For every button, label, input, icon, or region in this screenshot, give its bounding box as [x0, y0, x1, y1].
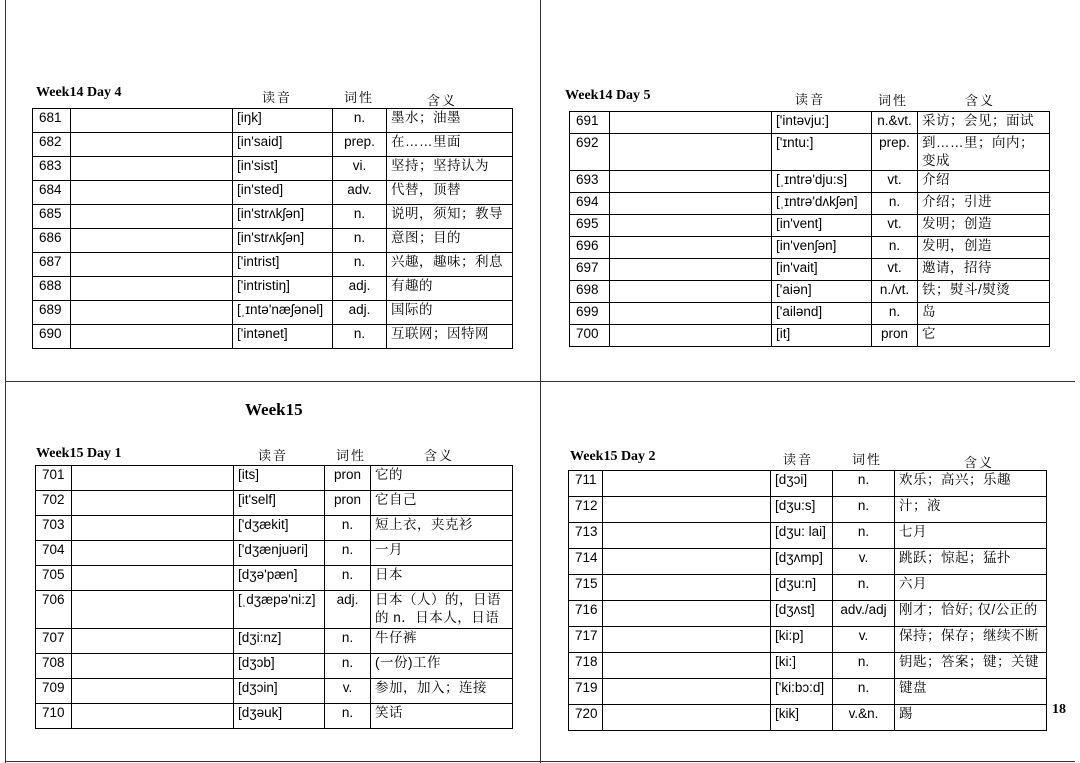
cell-meaning: 发明，创造 — [918, 237, 1050, 259]
table-row — [570, 215, 1050, 237]
cell-part-of-speech: v. — [833, 549, 895, 575]
cell-phonetic: [ˌɪntrə'dju:s] — [772, 171, 872, 193]
table-row — [36, 566, 513, 591]
table-row — [36, 654, 513, 679]
cell-part-of-speech: adj. — [333, 277, 387, 301]
cell-number: 706 — [36, 591, 72, 629]
cell-phonetic: [dʒu: lai] — [771, 523, 833, 549]
cell-word — [71, 229, 233, 253]
header-part-of-speech: 词性 — [336, 448, 367, 463]
cell-part-of-speech: adj. — [333, 301, 387, 325]
cell-word — [603, 627, 771, 653]
cell-word — [71, 325, 233, 349]
table-row — [36, 516, 513, 541]
cell-number: 719 — [569, 679, 603, 705]
cell-word — [603, 471, 771, 497]
cell-number: 707 — [36, 629, 72, 654]
cell-phonetic: [ki:p] — [771, 627, 833, 653]
cell-number: 702 — [36, 491, 72, 516]
cell-phonetic: [dʒu:s] — [771, 497, 833, 523]
table-row — [33, 325, 513, 349]
cell-word — [71, 205, 233, 229]
cell-word — [72, 591, 234, 629]
table-row — [569, 575, 1047, 601]
cell-phonetic: [in'said] — [233, 133, 333, 157]
table-row — [33, 229, 513, 253]
cell-phonetic: [in'vent] — [772, 215, 872, 237]
cell-phonetic: [ˌdʒæpə'ni:z] — [234, 591, 325, 629]
cell-phonetic: [ki:] — [771, 653, 833, 679]
cell-meaning: 发明；创造 — [918, 215, 1050, 237]
cell-meaning: 介绍；引进 — [918, 193, 1050, 215]
table-row — [36, 491, 513, 516]
cell-meaning: 欢乐；高兴；乐趣 — [895, 471, 1047, 497]
cell-meaning: 它 — [918, 325, 1050, 347]
cell-word — [603, 549, 771, 575]
cell-phonetic: [in'venʃən] — [772, 237, 872, 259]
table-row — [570, 325, 1050, 347]
header-pronunciation: 读音 — [795, 92, 826, 107]
cell-word — [71, 301, 233, 325]
cell-part-of-speech: vt. — [872, 171, 918, 193]
header-pronunciation: 读音 — [258, 448, 289, 463]
cell-phonetic: [in'vait] — [772, 259, 872, 281]
cell-part-of-speech: n. — [833, 471, 895, 497]
cell-part-of-speech: n. — [325, 629, 371, 654]
cell-meaning: 跳跃；惊起；猛扑 — [895, 549, 1047, 575]
cell-meaning: 日本 — [371, 566, 513, 591]
cell-meaning: (一份)工作 — [371, 654, 513, 679]
cell-phonetic: [iŋk] — [233, 109, 333, 133]
cell-word — [610, 237, 772, 259]
cell-meaning: 保持；保存；继续不断 — [895, 627, 1047, 653]
cell-phonetic: ['intrist] — [233, 253, 333, 277]
cell-phonetic: [dʒəuk] — [234, 704, 325, 729]
cell-number: 687 — [33, 253, 71, 277]
cell-part-of-speech: pron — [325, 466, 371, 491]
cell-part-of-speech: v.&n. — [833, 705, 895, 731]
cell-meaning: 介绍 — [918, 171, 1050, 193]
table-row — [570, 259, 1050, 281]
cell-number: 703 — [36, 516, 72, 541]
cell-word — [603, 653, 771, 679]
header-part-of-speech: 词性 — [878, 93, 909, 108]
cell-word — [71, 157, 233, 181]
day-title: Week15 Day 2 — [570, 449, 656, 464]
cell-number: 709 — [36, 679, 72, 704]
cell-meaning: 踢 — [895, 705, 1047, 731]
cell-meaning: 墨水；油墨 — [387, 109, 513, 133]
cell-number: 717 — [569, 627, 603, 653]
cell-meaning: 采访；会见；面试 — [918, 112, 1050, 134]
cell-number: 696 — [570, 237, 610, 259]
cell-phonetic: ['dʒækit] — [234, 516, 325, 541]
cell-meaning: 铁；熨斗/熨烫 — [918, 281, 1050, 303]
cell-number: 694 — [570, 193, 610, 215]
cell-number: 700 — [570, 325, 610, 347]
cell-number: 708 — [36, 654, 72, 679]
header-part-of-speech: 词性 — [344, 90, 375, 105]
cell-phonetic: [ˌɪntə'næʃənəl] — [233, 301, 333, 325]
cell-part-of-speech: n.&vt. — [872, 112, 918, 134]
cell-number: 681 — [33, 109, 71, 133]
header-meaning: 含义 — [424, 448, 455, 463]
cell-number: 720 — [569, 705, 603, 731]
cell-meaning: 日本（人）的，日语的 n．日本人，日语 — [371, 591, 513, 629]
table-row — [33, 133, 513, 157]
cell-number: 716 — [569, 601, 603, 627]
cell-number: 690 — [33, 325, 71, 349]
cell-word — [610, 215, 772, 237]
cell-word — [610, 303, 772, 325]
table-row — [569, 523, 1047, 549]
table-row — [33, 205, 513, 229]
cell-number: 705 — [36, 566, 72, 591]
header-pronunciation: 读音 — [783, 452, 814, 467]
cell-part-of-speech: n./vt. — [872, 281, 918, 303]
cell-number: 715 — [569, 575, 603, 601]
table-row — [33, 253, 513, 277]
cell-word — [72, 541, 234, 566]
cell-phonetic: ['intənet] — [233, 325, 333, 349]
table-row — [569, 679, 1047, 705]
table-row — [36, 591, 513, 629]
cell-part-of-speech: n. — [872, 303, 918, 325]
cell-part-of-speech: n. — [833, 679, 895, 705]
table-row — [569, 627, 1047, 653]
cell-word — [610, 112, 772, 134]
cell-number: 713 — [569, 523, 603, 549]
cell-number: 688 — [33, 277, 71, 301]
cell-meaning: 邀请，招待 — [918, 259, 1050, 281]
cell-number: 695 — [570, 215, 610, 237]
cell-number: 693 — [570, 171, 610, 193]
cell-phonetic: [dʒɔi] — [771, 471, 833, 497]
cell-meaning: 兴趣，趣味；利息 — [387, 253, 513, 277]
cell-part-of-speech: v. — [325, 679, 371, 704]
cell-number: 692 — [570, 134, 610, 171]
cell-number: 689 — [33, 301, 71, 325]
cell-part-of-speech: v. — [833, 627, 895, 653]
cell-number: 701 — [36, 466, 72, 491]
cell-part-of-speech: n. — [325, 541, 371, 566]
cell-part-of-speech: n. — [872, 237, 918, 259]
cell-word — [72, 679, 234, 704]
cell-meaning: 到……里；向内；变成 — [918, 134, 1050, 171]
vocab-table — [569, 111, 1050, 347]
table-row — [569, 601, 1047, 627]
cell-part-of-speech: n. — [333, 109, 387, 133]
table-row — [36, 679, 513, 704]
cell-part-of-speech: n. — [833, 523, 895, 549]
cell-word — [72, 704, 234, 729]
cell-part-of-speech: n. — [333, 325, 387, 349]
cell-word — [610, 171, 772, 193]
cell-word — [71, 277, 233, 301]
cell-part-of-speech: n. — [325, 516, 371, 541]
cell-phonetic: [in'strʌkʃən] — [233, 229, 333, 253]
cell-part-of-speech: n. — [872, 193, 918, 215]
header-meaning: 含义 — [965, 93, 996, 108]
cell-phonetic: [dʒɔb] — [234, 654, 325, 679]
table-row — [33, 157, 513, 181]
table-row — [33, 277, 513, 301]
cell-phonetic: ['aiən] — [772, 281, 872, 303]
cell-meaning: 牛仔裤 — [371, 629, 513, 654]
cell-word — [72, 566, 234, 591]
cell-part-of-speech: adv. — [333, 181, 387, 205]
cell-part-of-speech: pron — [325, 491, 371, 516]
cell-phonetic: [ˌɪntrə'dʌkʃən] — [772, 193, 872, 215]
cell-phonetic: [its] — [234, 466, 325, 491]
cell-number: 704 — [36, 541, 72, 566]
cell-meaning: 汁；液 — [895, 497, 1047, 523]
table-row — [570, 134, 1050, 171]
cell-word — [603, 705, 771, 731]
table-row — [570, 281, 1050, 303]
cell-part-of-speech: n. — [833, 575, 895, 601]
cell-meaning: 六月 — [895, 575, 1047, 601]
cell-number: 712 — [569, 497, 603, 523]
day-title: Week15 Day 1 — [36, 446, 122, 461]
table-row — [569, 653, 1047, 679]
vocab-table — [32, 108, 513, 349]
table-row — [570, 303, 1050, 325]
cell-meaning: 它的 — [371, 466, 513, 491]
cell-phonetic: [in'sist] — [233, 157, 333, 181]
cell-word — [603, 679, 771, 705]
cell-number: 686 — [33, 229, 71, 253]
table-row — [36, 466, 513, 491]
table-row — [569, 549, 1047, 575]
cell-word — [603, 523, 771, 549]
cell-meaning: 笑话 — [371, 704, 513, 729]
cell-word — [72, 491, 234, 516]
cell-part-of-speech: n. — [833, 653, 895, 679]
cell-phonetic: ['dʒænjuəri] — [234, 541, 325, 566]
day-title: Week14 Day 4 — [36, 85, 122, 100]
cell-phonetic: [kik] — [771, 705, 833, 731]
cell-part-of-speech: n. — [833, 497, 895, 523]
page-number: 18 — [1052, 702, 1066, 717]
cell-number: 683 — [33, 157, 71, 181]
cell-part-of-speech: adv./adj — [833, 601, 895, 627]
cell-part-of-speech: n. — [333, 205, 387, 229]
cell-meaning: 一月 — [371, 541, 513, 566]
cell-word — [610, 193, 772, 215]
cell-number: 691 — [570, 112, 610, 134]
cell-phonetic: [dʒu:n] — [771, 575, 833, 601]
cell-part-of-speech: n. — [325, 566, 371, 591]
cell-phonetic: ['intəvju:] — [772, 112, 872, 134]
cell-meaning: 有趣的 — [387, 277, 513, 301]
table-row — [570, 112, 1050, 134]
cell-part-of-speech: n. — [325, 654, 371, 679]
cell-number: 699 — [570, 303, 610, 325]
day-title: Week14 Day 5 — [565, 88, 651, 103]
cell-number: 714 — [569, 549, 603, 575]
cell-phonetic: [in'strʌkʃən] — [233, 205, 333, 229]
cell-number: 697 — [570, 259, 610, 281]
cell-number: 698 — [570, 281, 610, 303]
cell-word — [71, 109, 233, 133]
cell-phonetic: ['ailənd] — [772, 303, 872, 325]
cell-word — [72, 466, 234, 491]
cell-number: 684 — [33, 181, 71, 205]
cell-word — [71, 253, 233, 277]
cell-phonetic: [it] — [772, 325, 872, 347]
horizontal-divider — [5, 381, 1075, 382]
cell-number: 718 — [569, 653, 603, 679]
cell-meaning: 参加，加入；连接 — [371, 679, 513, 704]
cell-word — [610, 259, 772, 281]
cell-meaning: 键盘 — [895, 679, 1047, 705]
cell-word — [610, 325, 772, 347]
cell-word — [603, 497, 771, 523]
cell-meaning: 岛 — [918, 303, 1050, 325]
cell-phonetic: [dʒɔin] — [234, 679, 325, 704]
cell-word — [610, 281, 772, 303]
table-row — [36, 541, 513, 566]
cell-word — [603, 601, 771, 627]
cell-meaning: 钥匙；答案；键；关键 — [895, 653, 1047, 679]
table-row — [33, 109, 513, 133]
cell-meaning: 坚持；坚持认为 — [387, 157, 513, 181]
cell-phonetic: [it'self] — [234, 491, 325, 516]
cell-part-of-speech: n. — [333, 229, 387, 253]
header-pronunciation: 读音 — [262, 90, 293, 105]
cell-meaning: 短上衣，夹克衫 — [371, 516, 513, 541]
table-row — [570, 193, 1050, 215]
cell-phonetic: ['ɪntu:] — [772, 134, 872, 171]
header-meaning: 含义 — [964, 455, 995, 470]
cell-number: 710 — [36, 704, 72, 729]
cell-phonetic: ['intristiŋ] — [233, 277, 333, 301]
table-row — [569, 471, 1047, 497]
cell-part-of-speech: vi. — [333, 157, 387, 181]
cell-part-of-speech: prep. — [872, 134, 918, 171]
cell-meaning: 七月 — [895, 523, 1047, 549]
cell-part-of-speech: pron — [872, 325, 918, 347]
cell-meaning: 代替，顶替 — [387, 181, 513, 205]
cell-word — [72, 654, 234, 679]
table-row — [33, 181, 513, 205]
header-meaning: 含义 — [427, 93, 458, 108]
table-row — [569, 705, 1047, 731]
cell-meaning: 国际的 — [387, 301, 513, 325]
cell-phonetic: [dʒə'pæn] — [234, 566, 325, 591]
week15-heading: Week15 — [245, 400, 303, 419]
cell-phonetic: [dʒʌmp] — [771, 549, 833, 575]
cell-meaning: 说明，须知；教导 — [387, 205, 513, 229]
cell-meaning: 刚才；恰好; 仅/公正的 — [895, 601, 1047, 627]
table-row — [36, 704, 513, 729]
cell-meaning: 在……里面 — [387, 133, 513, 157]
cell-meaning: 它自己 — [371, 491, 513, 516]
table-row — [33, 301, 513, 325]
header-part-of-speech: 词性 — [852, 452, 883, 467]
vocab-table — [568, 470, 1047, 731]
cell-word — [72, 629, 234, 654]
cell-phonetic: [dʒi:nz] — [234, 629, 325, 654]
cell-number: 685 — [33, 205, 71, 229]
cell-part-of-speech: n. — [325, 704, 371, 729]
cell-part-of-speech: adj. — [325, 591, 371, 629]
cell-word — [71, 133, 233, 157]
cell-part-of-speech: prep. — [333, 133, 387, 157]
cell-number: 682 — [33, 133, 71, 157]
table-row — [569, 497, 1047, 523]
cell-number: 711 — [569, 471, 603, 497]
cell-word — [71, 181, 233, 205]
cell-part-of-speech: vt. — [872, 259, 918, 281]
vocab-table — [35, 465, 513, 729]
cell-word — [603, 575, 771, 601]
cell-phonetic: [in'sted] — [233, 181, 333, 205]
cell-word — [610, 134, 772, 171]
cell-part-of-speech: n. — [333, 253, 387, 277]
cell-meaning: 意图；目的 — [387, 229, 513, 253]
table-row — [570, 237, 1050, 259]
table-row — [570, 171, 1050, 193]
cell-phonetic: [dʒʌst] — [771, 601, 833, 627]
cell-meaning: 互联网；因特网 — [387, 325, 513, 349]
cell-phonetic: ['ki:bɔ:d] — [771, 679, 833, 705]
cell-word — [72, 516, 234, 541]
cell-part-of-speech: vt. — [872, 215, 918, 237]
table-row — [36, 629, 513, 654]
